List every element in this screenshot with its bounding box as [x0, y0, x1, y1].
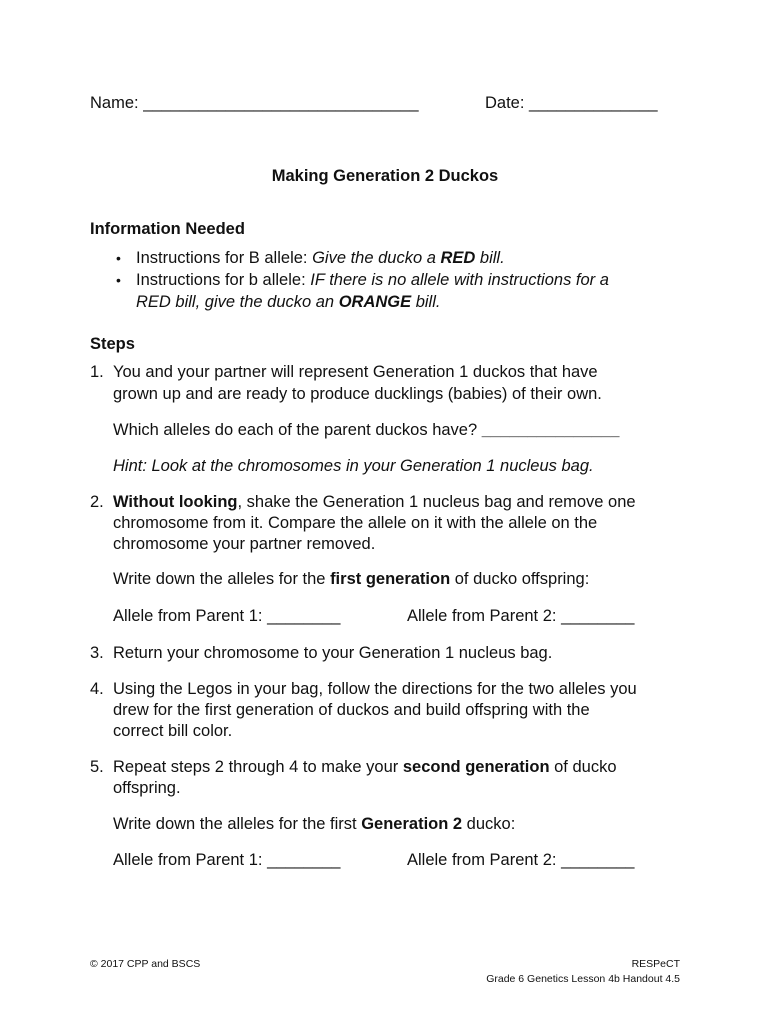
bullet-dot: •	[116, 272, 121, 288]
bullet-dot: •	[116, 250, 121, 266]
step-number: 5.	[90, 758, 104, 776]
step2-parent1-field: Allele from Parent 1: ________	[113, 607, 341, 625]
step4-line1: Using the Legos in your bag, follow the directions for the two alleles you	[113, 680, 637, 698]
step4-line2: drew for the first generation of duckos and build offspring with the	[113, 701, 590, 719]
step3-line1: Return your chromosome to your Generation 1 nucleus bag.	[113, 644, 553, 662]
name-label: Name:	[90, 94, 139, 112]
date-line	[485, 93, 658, 114]
step-number: 2.	[90, 493, 104, 511]
step2-line3: chromosome your partner removed.	[113, 535, 376, 553]
bullet-b-small-allele-line2: RED bill, give the ducko an ORANGE bill.	[136, 293, 441, 311]
step-number: 4.	[90, 680, 104, 698]
bullet-b-small-allele-line1: Instructions for b allele: IF there is no allele with instructions for a	[136, 271, 609, 289]
step1-line2: grown up and are ready to produce ducklings (babies) of their own.	[113, 385, 602, 403]
step5-line1: Repeat steps 2 through 4 to make your second generation of ducko	[113, 758, 617, 776]
step2-line1: Without looking, shake the Generation 1 nucleus bag and remove one	[113, 493, 636, 511]
step2-parent2-field: Allele from Parent 2: ________	[407, 607, 635, 625]
step-number: 3.	[90, 644, 104, 662]
step4-line3: correct bill color.	[113, 722, 233, 740]
name-blank: ______________________________	[143, 94, 419, 112]
step5-parent1-field: Allele from Parent 1: ________	[113, 851, 341, 869]
info-heading: Information Needed	[90, 220, 245, 238]
footer-lesson: Grade 6 Genetics Lesson 4b Handout 4.5	[486, 973, 680, 985]
date-blank: ______________	[529, 94, 658, 112]
step1-line1: You and your partner will represent Generation 1 duckos that have	[113, 363, 598, 381]
step-number: 1.	[90, 363, 104, 381]
name-line	[90, 93, 419, 114]
step2-line2: chromosome from it. Compare the allele on it with the allele on the	[113, 514, 598, 532]
step1-hint: Hint: Look at the chromosomes in your Generation 1 nucleus bag.	[113, 457, 594, 475]
step1-question: Which alleles do each of the parent duckos have? _______________	[113, 421, 620, 439]
step5-parent2-field: Allele from Parent 2: ________	[407, 851, 635, 869]
step5-line2: offspring.	[113, 779, 181, 797]
footer-program: RESPeCT	[631, 958, 680, 970]
steps-heading: Steps	[90, 335, 135, 353]
footer-copyright: © 2017 CPP and BSCS	[90, 958, 201, 970]
bullet-b-allele: Instructions for B allele: Give the ducko a RED bill.	[136, 249, 505, 267]
date-label: Date:	[485, 94, 525, 112]
page-title: Making Generation 2 Duckos	[271, 167, 499, 185]
step5-write: Write down the alleles for the first Generation 2 ducko:	[113, 815, 516, 833]
step2-write: Write down the alleles for the first generation of ducko offspring:	[113, 570, 590, 588]
